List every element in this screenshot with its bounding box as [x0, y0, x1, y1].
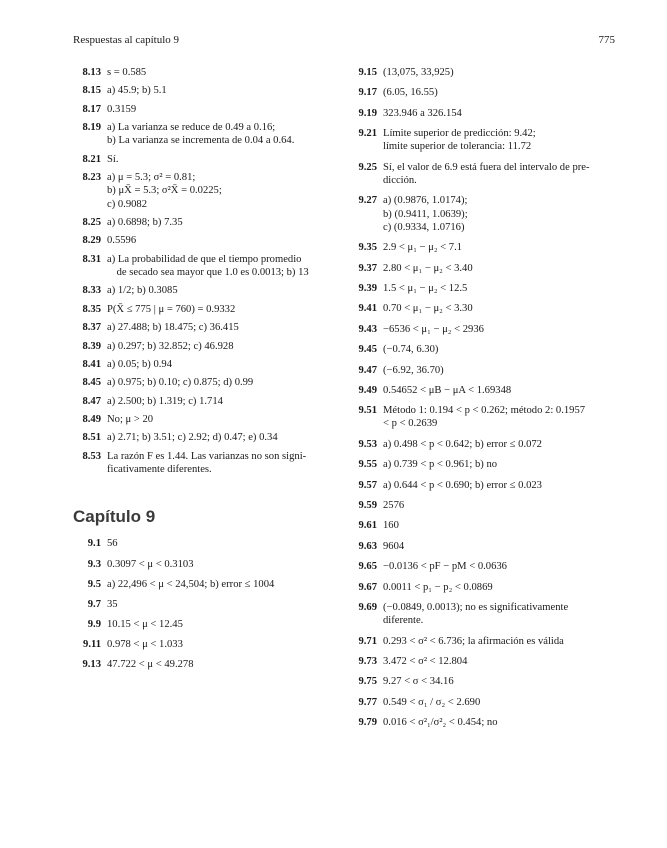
answer-text	[383, 404, 616, 430]
answer-line: a) 0.498 < p < 0.642; b) error ≤ 0.072	[383, 438, 542, 450]
answer-text	[383, 384, 616, 397]
exercise-number: 9.71	[358, 635, 377, 647]
answer-line: Método 1: 0.194 < p < 0.262; método 2: 0.1957	[383, 405, 586, 417]
answer-line: P(X̄ ≤ 775 | μ = 760) = 0.9332	[107, 303, 236, 315]
answer-entry	[352, 66, 616, 79]
answer-entry	[352, 560, 616, 573]
answer-entry	[73, 153, 340, 166]
answer-line: 2576	[383, 500, 405, 512]
answer-entry	[73, 303, 340, 316]
answer-line: 0.978 < μ < 1.033	[107, 638, 183, 650]
answer-entry	[73, 578, 340, 591]
right-column	[352, 66, 616, 729]
answer-text	[383, 282, 616, 295]
exercise-number: 9.5	[87, 578, 101, 590]
answer-entry	[73, 413, 340, 426]
exercise-number: 9.19	[358, 107, 377, 119]
answer-line: a) 0.739 < p < 0.961; b) no	[383, 459, 498, 471]
answer-line: La razón F es 1.44. Las varianzas no son signi-	[107, 450, 307, 462]
answer-entry	[352, 635, 616, 648]
answer-line: a) 2.500; b) 1.319; c) 1.714	[107, 395, 223, 407]
exercise-number: 8.47	[82, 395, 101, 407]
answer-line: −0.0136 < pF − pM < 0.0636	[383, 561, 507, 573]
answer-text	[107, 658, 340, 671]
answer-line: 2.80 < μ₁ − μ₂ < 3.40	[383, 262, 473, 274]
answer-text	[383, 66, 616, 79]
exercise-number: 9.3	[87, 558, 101, 570]
answer-line: c) 0.9082	[107, 198, 148, 210]
answer-entry	[352, 262, 616, 275]
exercise-number: 8.51	[82, 432, 101, 444]
answer-line: límite superior de tolerancia: 11.72	[383, 141, 532, 153]
answer-line: 0.293 < σ² < 6.736; la afirmación es válida	[383, 635, 564, 647]
exercise-number: 8.29	[82, 235, 101, 247]
answer-entry	[73, 638, 340, 651]
answer-entry	[73, 558, 340, 571]
answer-text	[107, 171, 340, 211]
answer-entry	[352, 581, 616, 594]
exercise-number: 9.21	[358, 128, 377, 140]
answer-line: 0.5596	[107, 235, 137, 247]
answer-entry	[352, 458, 616, 471]
answer-line: (−0.74, 6.30)	[383, 344, 439, 356]
answer-line: s = 0.585	[107, 67, 147, 78]
answer-text	[107, 253, 340, 279]
answer-line: (13,075, 33,925)	[383, 67, 454, 78]
answer-entry	[73, 253, 340, 279]
answer-entry	[352, 404, 616, 430]
answer-entry	[73, 340, 340, 353]
answer-line: −6536 < μ₁ − μ₂ < 2936	[383, 323, 484, 335]
answer-text	[107, 358, 340, 371]
answer-line: a) (0.9876, 1.0174);	[383, 195, 468, 207]
answer-entry	[73, 216, 340, 229]
answer-text	[107, 450, 340, 476]
exercise-number: 9.79	[358, 717, 377, 729]
answer-entry	[352, 127, 616, 153]
exercise-number: 9.67	[358, 581, 377, 593]
answer-text	[107, 413, 340, 426]
answer-text	[107, 395, 340, 408]
answer-text	[107, 234, 340, 247]
answer-entry	[352, 282, 616, 295]
answer-line: b) La varianza se incrementa de 0.04 a 0.64.	[107, 135, 295, 147]
exercise-number: 9.61	[358, 520, 377, 532]
answer-entry	[73, 598, 340, 611]
answer-entry	[73, 103, 340, 116]
answer-entry	[352, 438, 616, 451]
answer-text	[383, 241, 616, 254]
answer-entry	[352, 194, 616, 234]
answer-line: a) 27.488; b) 18.475; c) 36.415	[107, 322, 239, 334]
answer-line: 3.472 < σ² < 12.804	[383, 655, 468, 667]
answer-line: a) La probabilidad de que el tiempo promedio	[107, 253, 302, 265]
answer-text	[107, 284, 340, 297]
answer-line: (−6.92, 36.70)	[383, 364, 444, 376]
answer-entry	[73, 321, 340, 334]
answer-entry	[352, 241, 616, 254]
answer-entry	[73, 66, 340, 79]
answer-entry	[352, 107, 616, 120]
answer-line: a) 45.9; b) 5.1	[107, 85, 167, 97]
answer-line: 0.3097 < μ < 0.3103	[107, 558, 194, 570]
answer-line: a) 0.644 < p < 0.690; b) error ≤ 0.023	[383, 479, 542, 491]
answer-line: a) La varianza se reduce de 0.49 a 0.16;	[107, 122, 276, 134]
answer-line: a) 0.975; b) 0.10; c) 0.875; d) 0.99	[107, 377, 254, 389]
answer-line: b) μX̄ = 5.3; σ²X̄ = 0.0225;	[107, 185, 222, 197]
exercise-number: 8.25	[82, 216, 101, 228]
answer-entry	[352, 499, 616, 512]
answer-text	[383, 540, 616, 553]
exercise-number: 9.45	[358, 344, 377, 356]
exercise-number: 9.57	[358, 479, 377, 491]
answer-text	[383, 655, 616, 668]
exercise-number: 8.23	[82, 172, 101, 184]
answer-text	[383, 161, 616, 187]
answer-text	[383, 262, 616, 275]
answer-entry	[73, 358, 340, 371]
exercise-number: 9.37	[358, 262, 377, 274]
answer-text	[107, 153, 340, 166]
exercise-number: 9.63	[358, 540, 377, 552]
answer-text	[383, 581, 616, 594]
exercise-number: 9.65	[358, 561, 377, 573]
exercise-number: 8.45	[82, 377, 101, 389]
answer-text	[383, 696, 616, 709]
answer-text	[107, 66, 340, 79]
page-number: 775	[598, 34, 615, 46]
answer-text	[107, 103, 340, 116]
answer-line: a) 2.71; b) 3.51; c) 2.92; d) 0.47; e) 0.34	[107, 432, 278, 444]
answer-line: 323.946 a 326.154	[383, 107, 462, 119]
answer-entry	[73, 376, 340, 389]
chapter-heading: Capítulo 9	[73, 507, 156, 527]
answer-text	[383, 479, 616, 492]
answer-line: a) 0.6898; b) 7.35	[107, 216, 183, 228]
exercise-number: 8.17	[82, 103, 101, 115]
exercise-number: 9.13	[82, 659, 101, 671]
running-header-title: Respuestas al capítulo 9	[73, 34, 180, 46]
answer-line: 47.722 < μ < 49.278	[107, 659, 194, 671]
answer-line: a) 0.05; b) 0.94	[107, 358, 173, 370]
answer-entry	[352, 343, 616, 356]
answer-text	[107, 216, 340, 229]
answer-entry	[73, 618, 340, 631]
answer-text	[383, 675, 616, 688]
answer-line: a) 0.297; b) 32.852; c) 46.928	[107, 340, 234, 352]
answer-line: diferente.	[383, 615, 424, 627]
exercise-number: 8.53	[82, 450, 101, 462]
answer-text	[107, 431, 340, 444]
answer-entry	[73, 658, 340, 671]
exercise-number: 9.15	[358, 67, 377, 78]
exercise-number: 9.1	[87, 538, 101, 550]
answer-text	[383, 194, 616, 234]
answer-line: Sí.	[107, 153, 119, 165]
answer-text	[383, 499, 616, 512]
answer-line: de secado sea mayor que 1.0 es 0.0013; b) 13	[116, 266, 309, 278]
answer-text	[383, 323, 616, 336]
answer-text	[383, 458, 616, 471]
answer-entry	[352, 519, 616, 532]
answer-entry	[352, 364, 616, 377]
answer-line: Sí, el valor de 6.9 está fuera del intervalo de pre-	[383, 161, 590, 173]
answer-line: (−0.0849, 0.0013); no es significativamente	[383, 602, 569, 613]
answer-text	[383, 343, 616, 356]
answer-line: 0.0011 < p₁ − p₂ < 0.0869	[383, 581, 493, 593]
answer-entry	[73, 537, 340, 550]
answer-line: 0.54652 < μB − μA < 1.69348	[383, 384, 512, 396]
answer-text	[107, 121, 340, 147]
exercise-number: 9.7	[87, 598, 101, 610]
answer-text	[383, 127, 616, 153]
answer-entry	[73, 84, 340, 97]
answer-line: No; μ > 20	[107, 414, 154, 426]
answer-text	[107, 537, 340, 550]
answer-text	[383, 302, 616, 315]
answer-line: 0.016 < σ²₁/σ²₂ < 0.454; no	[383, 717, 498, 729]
answer-text	[107, 84, 340, 97]
answer-text	[383, 107, 616, 120]
answer-entry	[352, 86, 616, 99]
answer-text	[383, 86, 616, 99]
exercise-number: 8.49	[82, 414, 101, 426]
exercise-number: 8.13	[82, 67, 101, 78]
answer-entry	[73, 395, 340, 408]
answer-line: c) (0.9334, 1.0716)	[383, 221, 465, 233]
answer-line: (6.05, 16.55)	[383, 87, 438, 99]
exercise-number: 8.33	[82, 285, 101, 297]
exercise-number: 9.77	[358, 696, 377, 708]
answer-text	[107, 598, 340, 611]
answer-line: b) (0.9411, 1.0639);	[383, 208, 468, 220]
exercise-number: 9.11	[83, 638, 101, 650]
answers-list-chapter-8	[73, 66, 340, 476]
answer-line: a) μ = 5.3; σ² = 0.81;	[107, 172, 196, 184]
answer-line: 160	[383, 520, 399, 532]
answer-text	[107, 558, 340, 571]
answer-entry	[352, 479, 616, 492]
answer-entry	[352, 384, 616, 397]
exercise-number: 9.69	[358, 602, 377, 613]
answer-text	[107, 578, 340, 591]
answer-text	[383, 716, 616, 729]
answer-line: 0.549 < σ₁ / σ₂ < 2.690	[383, 696, 481, 708]
exercise-number: 9.55	[358, 459, 377, 471]
answer-line: a) 22,496 < μ < 24,504; b) error ≤ 1004	[107, 578, 275, 590]
exercise-number: 9.17	[358, 87, 377, 99]
answer-line: 35	[107, 598, 118, 610]
answers-list-chapter-9	[73, 537, 340, 671]
exercise-number: 8.41	[82, 358, 101, 370]
exercise-number: 8.21	[82, 153, 101, 165]
answer-line: ficativamente diferentes.	[107, 464, 212, 476]
answer-entry	[352, 302, 616, 315]
answer-text	[383, 519, 616, 532]
exercise-number: 9.39	[358, 282, 377, 294]
answer-entry	[352, 161, 616, 187]
answer-entry	[352, 540, 616, 553]
answer-text	[107, 340, 340, 353]
answer-text	[107, 321, 340, 334]
exercise-number: 9.47	[358, 364, 377, 376]
answer-entry	[352, 696, 616, 709]
exercise-number: 8.19	[82, 122, 101, 134]
answer-text	[383, 364, 616, 377]
exercise-number: 9.59	[358, 500, 377, 512]
answer-entry	[73, 121, 340, 147]
answer-line: 9604	[383, 540, 405, 552]
exercise-number: 9.53	[358, 438, 377, 450]
answer-entry	[73, 431, 340, 444]
answer-entry	[73, 284, 340, 297]
answer-entry	[73, 450, 340, 476]
answer-line: 56	[107, 538, 118, 550]
answer-text	[107, 303, 340, 316]
answer-entry	[73, 234, 340, 247]
exercise-number: 9.35	[358, 242, 377, 254]
exercise-number: 8.35	[82, 303, 101, 315]
answer-text	[107, 618, 340, 631]
exercise-number: 9.25	[358, 161, 377, 173]
answer-line: dicción.	[383, 174, 417, 186]
answer-entry	[352, 655, 616, 668]
answer-text	[107, 376, 340, 389]
answer-line: < p < 0.2639	[383, 418, 438, 430]
exercise-number: 8.37	[82, 322, 101, 334]
exercise-number: 8.15	[82, 85, 101, 97]
answer-line: 9.27 < σ < 34.16	[383, 676, 454, 688]
answer-text	[383, 560, 616, 573]
answer-text	[383, 601, 616, 627]
exercise-number: 9.43	[358, 323, 377, 335]
answer-line: a) 1/2; b) 0.3085	[107, 285, 178, 297]
answer-entry	[352, 601, 616, 627]
answer-line: Límite superior de predicción: 9.42;	[383, 128, 536, 140]
exercise-number: 9.75	[358, 676, 377, 688]
exercise-number: 9.41	[358, 303, 377, 315]
answer-line: 0.3159	[107, 103, 137, 115]
answer-text	[383, 635, 616, 648]
exercise-number: 9.9	[87, 618, 101, 630]
answer-line: 2.9 < μ₁ − μ₂ < 7.1	[383, 242, 463, 254]
exercise-number: 9.73	[358, 655, 377, 667]
answer-line: 10.15 < μ < 12.45	[107, 618, 183, 630]
answer-entry	[352, 323, 616, 336]
left-column	[73, 66, 340, 671]
exercise-number: 8.39	[82, 340, 101, 352]
exercise-number: 9.27	[358, 195, 377, 207]
exercise-number: 8.31	[82, 253, 101, 265]
answers-list-chapter-9-continued	[352, 66, 616, 729]
answer-text	[383, 438, 616, 451]
running-header	[73, 34, 615, 46]
answer-entry	[352, 675, 616, 688]
answer-entry	[73, 171, 340, 211]
answer-line: 1.5 < μ₁ − μ₂ < 12.5	[383, 282, 468, 294]
exercise-number: 9.49	[358, 384, 377, 396]
answer-text	[107, 638, 340, 651]
exercise-number: 9.51	[358, 405, 377, 417]
answer-line: 0.70 < μ₁ − μ₂ < 3.30	[383, 303, 473, 315]
answer-entry	[352, 716, 616, 729]
